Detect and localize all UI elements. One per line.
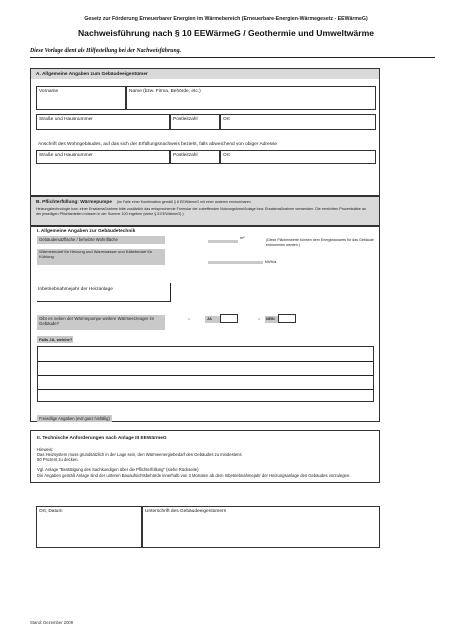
freiwillig-label: Freiwillige Angaben (evtl ganz hinfällig) [39, 416, 110, 421]
strasse2-label: Straße und Hausnummer [39, 153, 93, 158]
ort2-field[interactable] [220, 150, 376, 164]
flaeche-unit: m² [240, 235, 245, 240]
inbetrieb-input[interactable] [37, 301, 170, 302]
ja-checkbox[interactable] [220, 314, 238, 323]
hinweis-label: Hinweis: [37, 447, 54, 452]
plz-label: Postleitzahl [173, 117, 198, 122]
vorname-label: Vorname [39, 89, 59, 94]
section-a-header [31, 69, 379, 79]
ort-datum-label: Ort, Datum [39, 509, 63, 514]
flaeche-input[interactable] [208, 240, 238, 243]
waermebedarf-input[interactable] [208, 261, 263, 264]
vorname-field[interactable] [36, 86, 126, 110]
page-title: Nachweisführung nach § 10 EEWärmeG / Geothermie und Umweltwärme [77, 28, 375, 38]
strasse-label: Straße und Hausnummer [39, 117, 93, 122]
vgl-text: Vgl. Anlage "Bestätigung des Sachkundigen über die Pflichterfüllung" (siehe Rückseite) [37, 467, 199, 472]
section-b-title: B. Pflichterfüllung: Wärmepumpe [36, 200, 112, 205]
inbetrieb-label: Inbetriebnahmejahr der Heizanlage [38, 287, 113, 292]
flaeche-label: Gebäudenutzfläche / beheizte Wohnfläche [39, 237, 118, 242]
weitere-erzeuger-table[interactable] [37, 346, 374, 402]
form-hint: Diese Vorlage dient als Hilfestellung bei der Nachweisführung. [30, 48, 182, 54]
nein-checkbox[interactable] [278, 314, 296, 323]
inbetrieb-divider [170, 283, 171, 302]
law-title: Gesetz zur Förderung Erneuerbarer Energien im Wärmebereich (Erneuerbare-Energien-Wärmegesetz - EEWärmeG) [84, 16, 368, 22]
waermebedarf-label: Wärmebedarf für Heizung und Warmwasser und Kältebedarf für Kühlung [39, 249, 153, 259]
ort-field[interactable] [220, 114, 376, 130]
strasse2-field[interactable] [36, 150, 170, 164]
nein-radio[interactable]: ○ [258, 316, 261, 321]
angaben-text: Die Angaben gemäß Anlage sind der unteren Bauaufsichtsbehörde innerhalb von 3 Monaten ab dem Inbetriebnahmejahr der Heizungsanlage des Gebäudes vorzulegen. [37, 473, 351, 478]
waermebedarf-unit: kWh/a [265, 259, 277, 264]
header-divider [30, 57, 435, 58]
ja-radio[interactable]: ○ [188, 316, 191, 321]
plz2-label: Postleitzahl [173, 153, 198, 158]
plz-field[interactable] [170, 114, 220, 130]
hinweis-text: Das Heizsystem muss grundsätzlich in der Lage sein, den Wärmeenergiebedarf des Gebäudes zu mindestens 50 Prozent zu decken. [37, 452, 242, 462]
unterschrift-label: Unterschrift des Gebäudeeigentümers [145, 509, 227, 514]
weitere-label: Gibt es neben der Wärmepumpe weitere Wärmeerzeuger im Gebäude? [39, 316, 155, 326]
name-field[interactable] [126, 86, 376, 110]
waermebedarf-label-box [37, 249, 165, 265]
freiwillig-box [37, 415, 112, 422]
unterschrift-field[interactable] [142, 506, 380, 548]
table-row [38, 361, 373, 362]
footer-stand: Stand: Dezember 2009 [30, 620, 74, 625]
section-b-title-note: (im Falle einer Kombination gemäß § 8 EEWärmeG mit einer anderen erneuerbaren [117, 200, 251, 204]
ort2-label: Ort [223, 153, 230, 158]
strasse-field[interactable] [36, 114, 170, 130]
ja-label-box [205, 316, 220, 323]
section-ii-title: II. Technische Anforderungen nach Anlage III EEWärmeG [37, 436, 167, 441]
table-row [38, 389, 373, 390]
section-a-title: A. Allgemeine Angaben zum Gebäudeeigentümer [36, 72, 148, 77]
section-i-title: I. Allgemeine Angaben zur Gebäudetechnik [37, 229, 136, 234]
flaeche-label-box [37, 236, 165, 244]
flaeche-note: (Diese Flächenwerte können dem Energieausweis für das Gebäude entnommen werden.) [266, 238, 374, 247]
name-label: Name (bzw. Firma, Behörde, etc.) [129, 89, 201, 94]
ort-datum-field[interactable] [36, 506, 142, 548]
weitere-label-box [37, 315, 165, 330]
plz2-field[interactable] [170, 150, 220, 164]
table-row [38, 375, 373, 376]
nein-label: NEIN [266, 317, 275, 321]
ort-label: Ort [223, 117, 230, 122]
anschrift-note: Anschrift des Wohngebäudes, auf das sich der Erfüllungsnachweis bezieht, falls abweichend von obiger Adresse [38, 142, 278, 147]
section-b-text: Heizungstechnologie bzw. einer Ersatzmaßnahme bitte zusätzlich das entsprechende Formular der zutreffenden Nutzungsform/Anlage bzw. Ersatzmaßnahme verwenden. Die erreichten Prozentsätze an der jeweiligen Pflichtanteilen müssen in der Summe 100 ergeben (siehe § 8 EEWärmeG).) [36, 207, 366, 216]
nein-label-box [265, 316, 278, 323]
ja-label: JA [207, 317, 212, 321]
falls-ja-label: Falls JA, welche? [39, 337, 73, 342]
section-b-header [31, 197, 379, 225]
section-b-box [30, 196, 380, 226]
falls-ja-box [37, 336, 73, 343]
